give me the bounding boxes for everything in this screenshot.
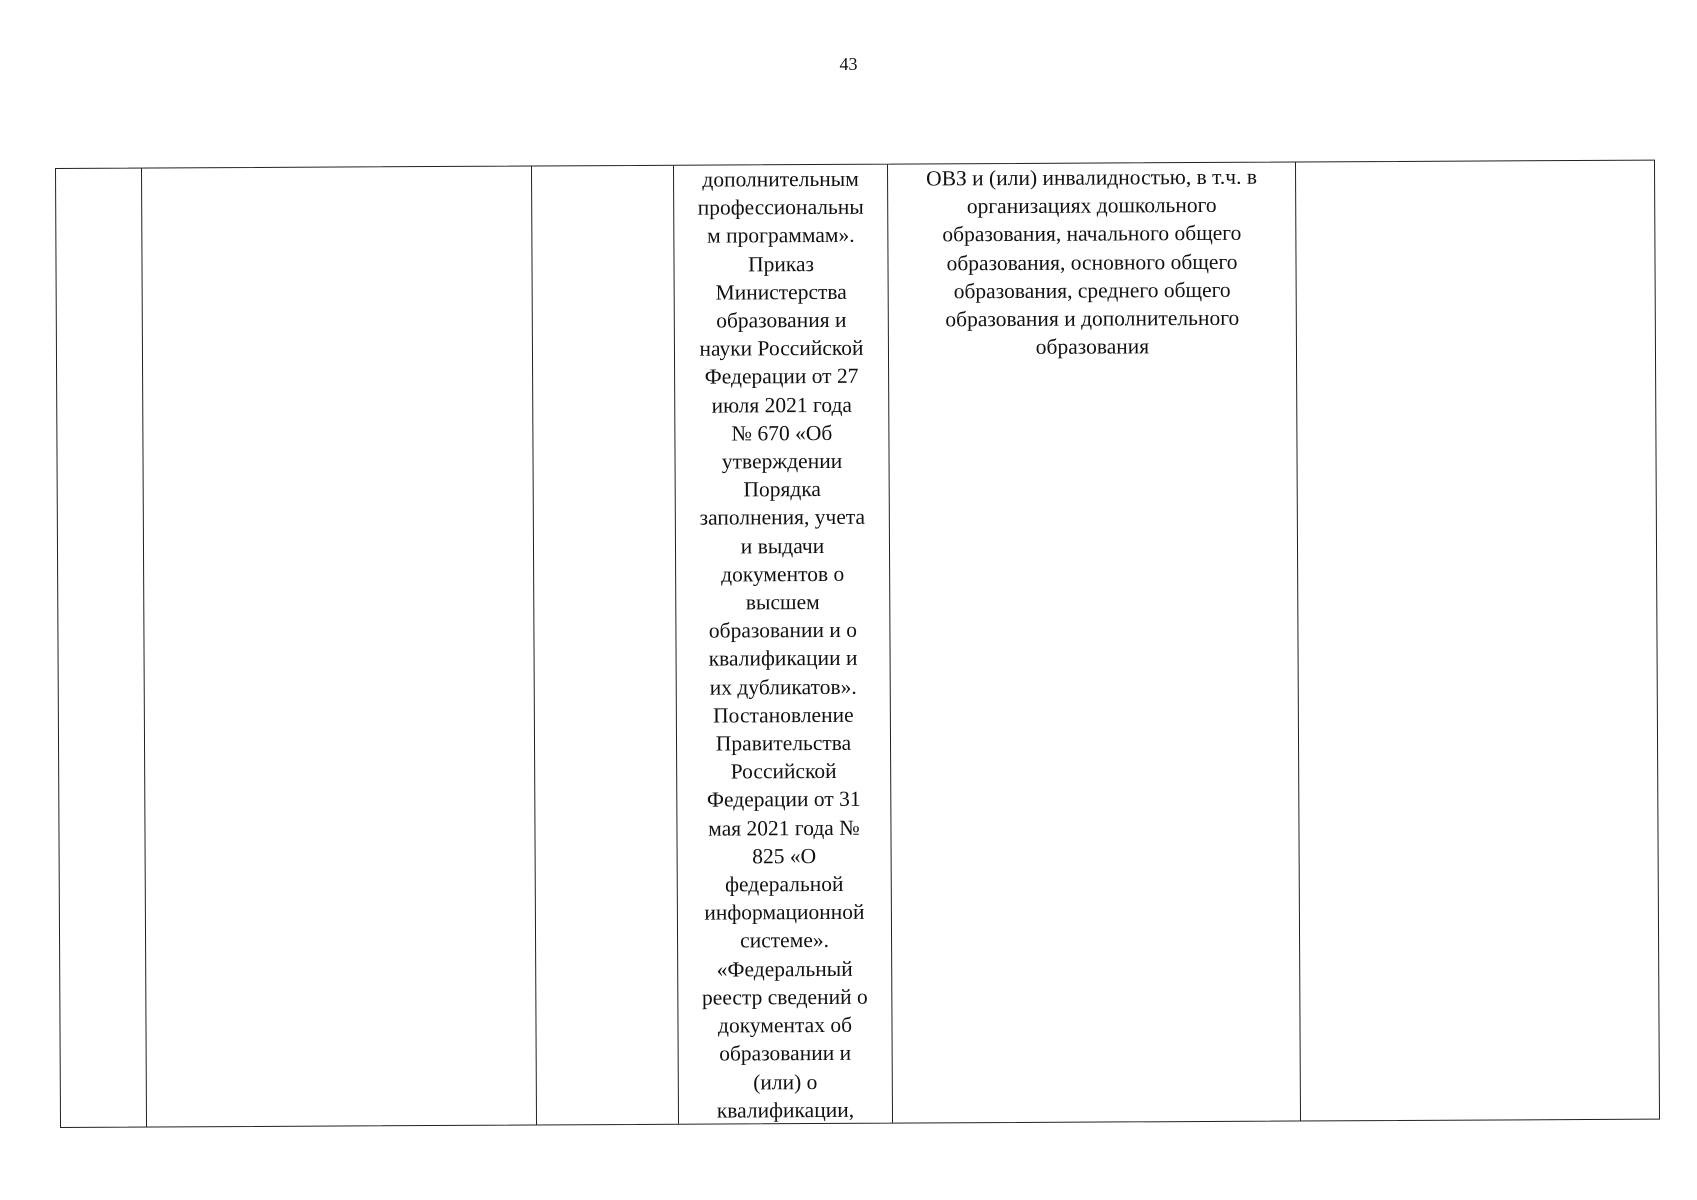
- description-line: образования: [1035, 334, 1150, 360]
- table-cell-legal-basis: [674, 165, 893, 1124]
- description-line: образования и дополнительного: [945, 305, 1240, 332]
- cell-text-col3: [532, 166, 673, 167]
- legal-basis-line: утверждении: [721, 448, 843, 474]
- description-line: ОВЗ и (или) инвалидностью, в т.ч. в: [926, 164, 1258, 191]
- legal-basis-line: № 670 «Об: [731, 420, 833, 446]
- legal-basis-line: июля 2021 года: [711, 392, 852, 418]
- legal-basis-line: Правительства: [715, 730, 852, 756]
- legal-basis-line: высшем: [745, 590, 820, 615]
- legal-basis-line: Федерации от 31: [706, 787, 861, 813]
- legal-basis-line: 825 «О: [752, 843, 817, 869]
- legal-basis-line: (или) о: [753, 1069, 818, 1094]
- legal-basis-line: образовании и: [719, 1041, 852, 1066]
- description-line: образования, основного общего: [946, 249, 1238, 275]
- cell-text-col2: [142, 167, 531, 169]
- table-cell-description: [888, 163, 1301, 1123]
- legal-basis-line: профессиональны: [697, 194, 864, 220]
- legal-basis-line: документов о: [721, 561, 845, 587]
- legal-basis-line: и выдачи: [740, 533, 825, 559]
- legal-basis-line: их дубликатов».: [709, 674, 857, 700]
- document-table: [55, 160, 1660, 1128]
- legal-basis-line: Порядка: [743, 477, 822, 502]
- page-number: 43: [839, 54, 858, 74]
- legal-basis-line: Российской: [730, 759, 837, 784]
- legal-basis-line: заполнения, учета: [699, 505, 866, 531]
- legal-basis-line: реестр сведений о: [701, 984, 868, 1010]
- legal-basis-line: образовании и о: [708, 618, 858, 643]
- legal-basis-line: документах об: [717, 1012, 853, 1038]
- legal-basis-line: образования и: [716, 307, 847, 333]
- legal-basis-line: мая 2021 года №: [708, 815, 860, 841]
- legal-basis-line: квалификации и: [708, 646, 858, 672]
- description-line: образования, начального общего: [942, 221, 1242, 247]
- legal-basis-line: Постановление: [713, 702, 854, 728]
- legal-basis-line: квалификации,: [716, 1097, 855, 1123]
- description-line: образования, среднего общего: [953, 277, 1231, 304]
- table-cell-col2: [142, 167, 537, 1127]
- legal-basis-line: информационной: [704, 900, 865, 925]
- legal-basis-line: Министерства: [715, 279, 847, 305]
- table-cell-col3: [532, 166, 679, 1125]
- legal-basis-line: «Федеральный: [716, 956, 853, 982]
- description-text: [888, 163, 1296, 363]
- legal-basis-line: дополнительным: [702, 166, 859, 192]
- table-cell-col1: [56, 169, 147, 1127]
- cell-text-col6: [1296, 161, 1654, 163]
- legal-basis-line: федеральной: [724, 871, 844, 897]
- legal-basis-text: [674, 165, 892, 1124]
- legal-basis-line: Приказ: [747, 251, 815, 276]
- legal-basis-line: Федерации от 27: [704, 364, 859, 390]
- legal-basis-line: системе».: [740, 928, 830, 953]
- legal-basis-line: науки Российской: [699, 335, 864, 361]
- description-line: организациях дошкольного: [966, 193, 1217, 219]
- table-cell-col6: [1296, 161, 1659, 1121]
- legal-basis-line: м программам».: [707, 223, 855, 248]
